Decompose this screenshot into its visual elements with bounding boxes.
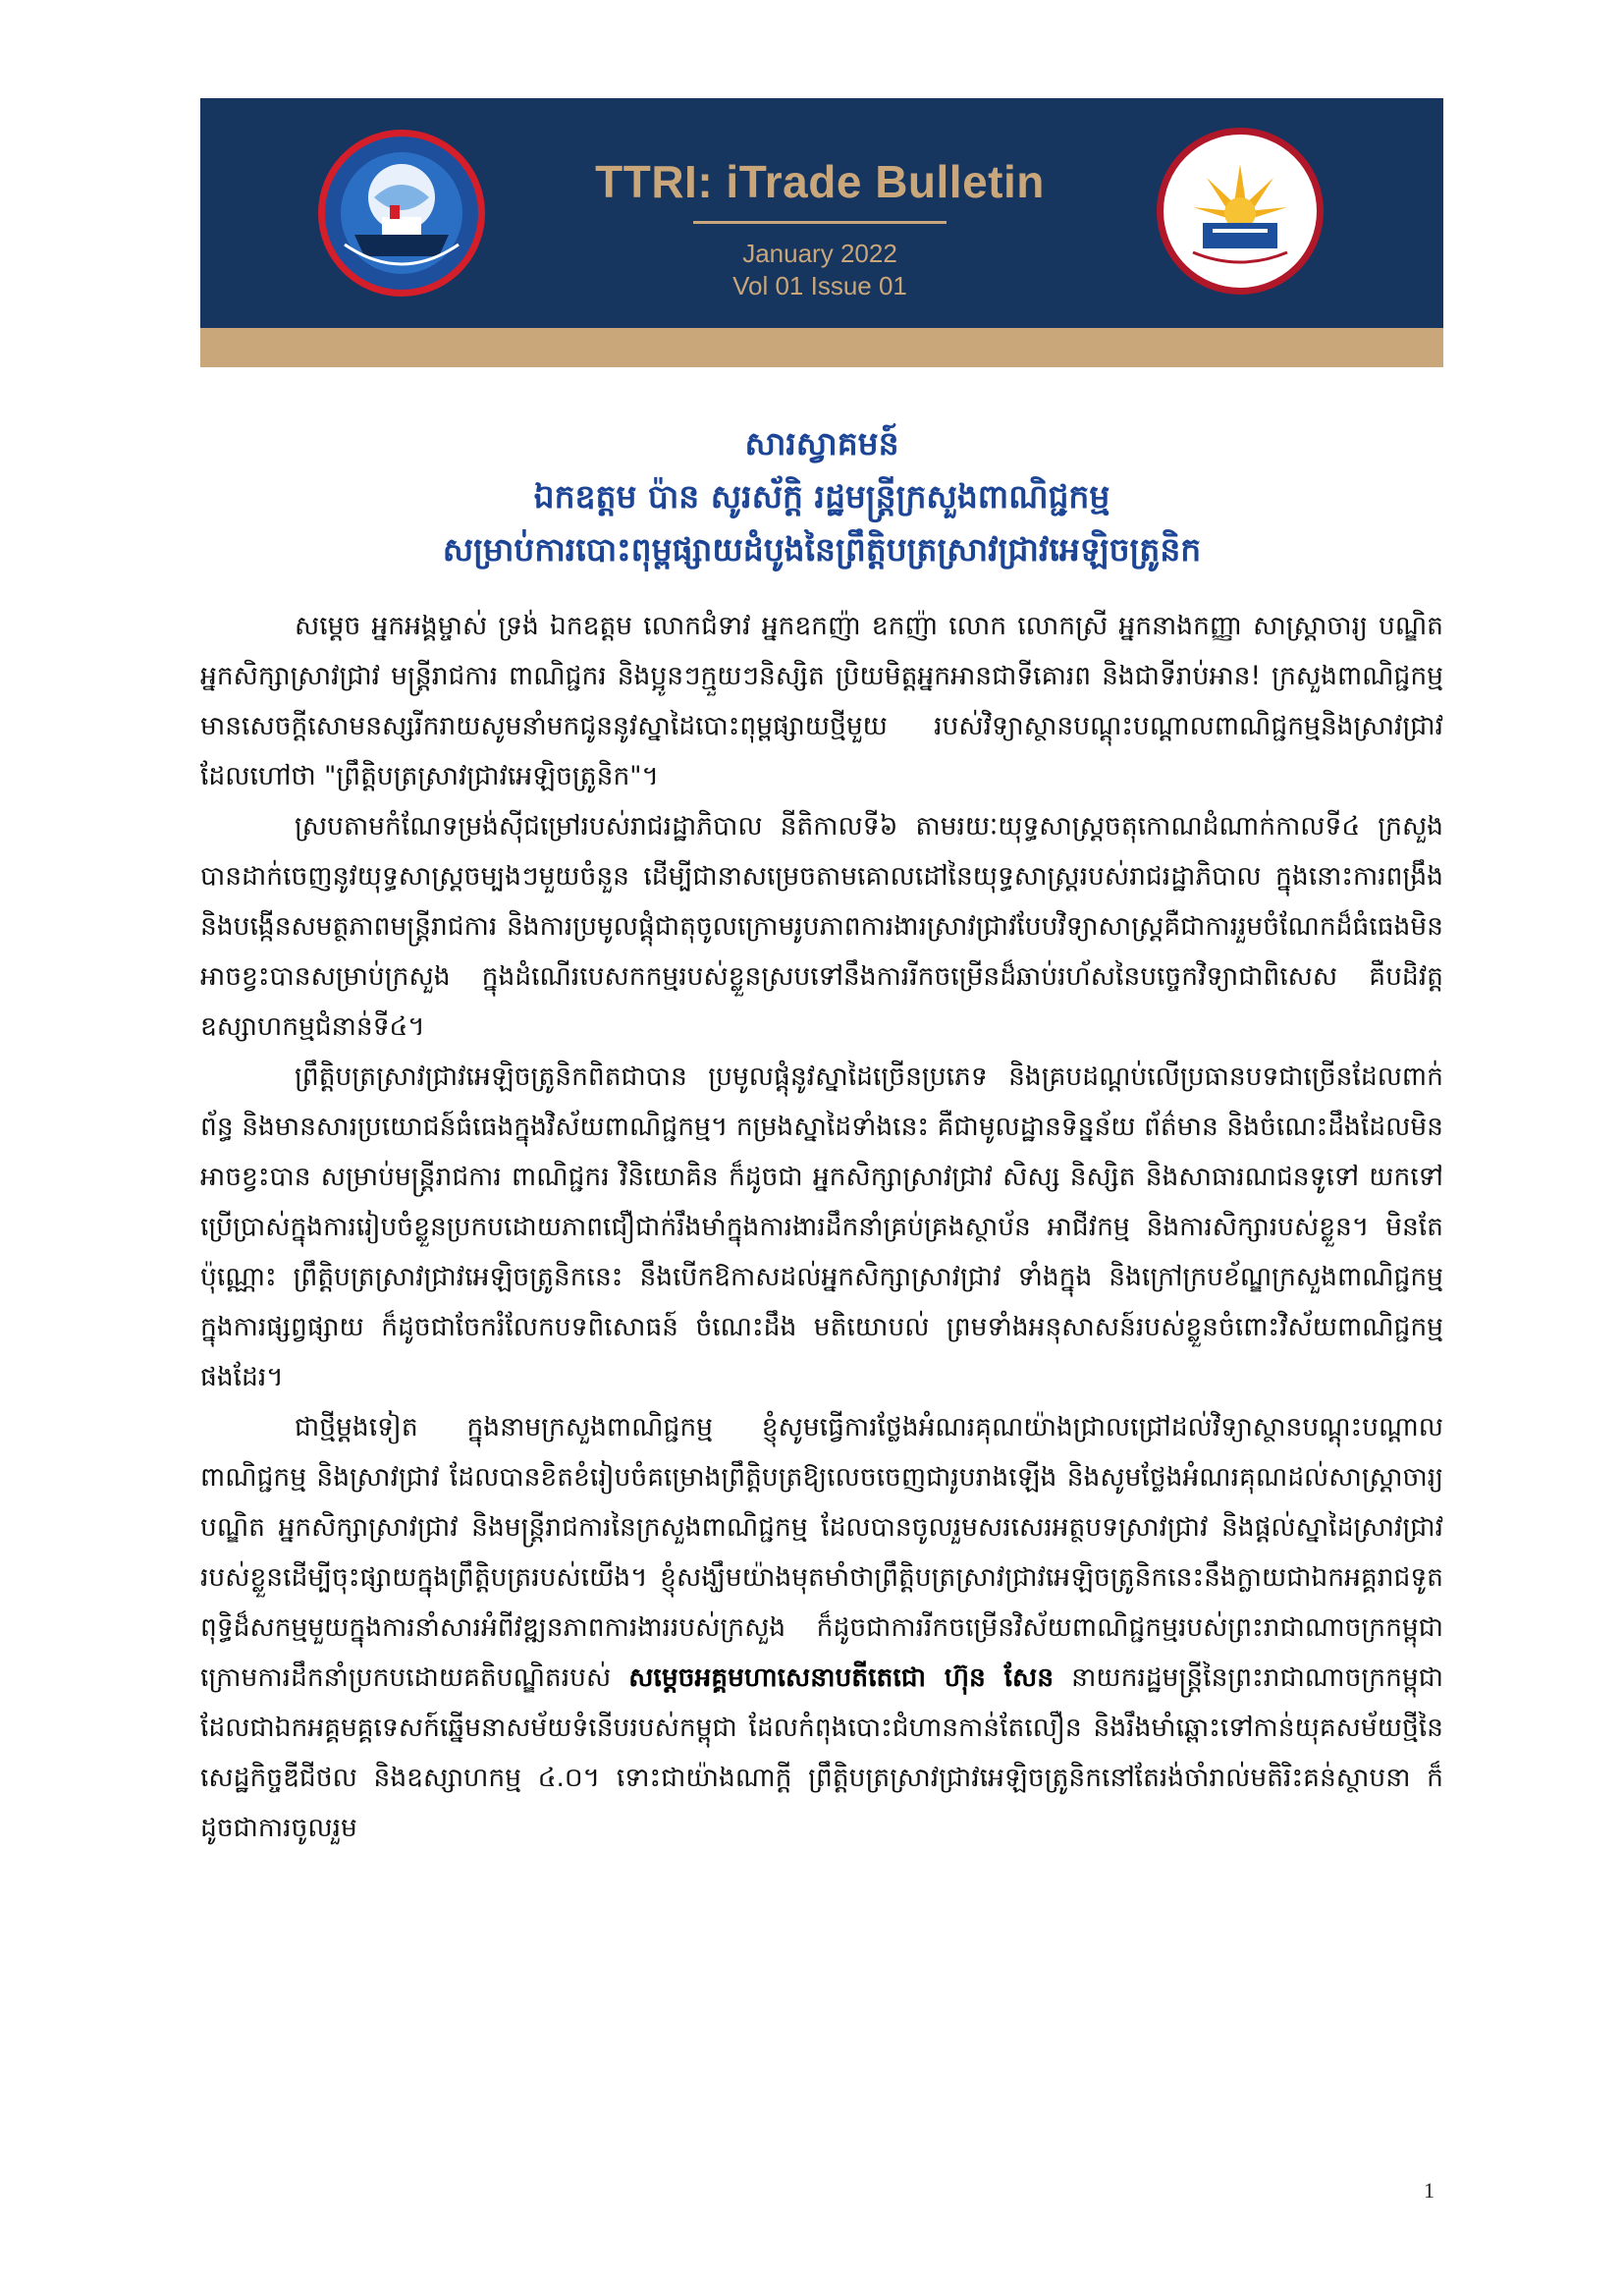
paragraph-1: សម្តេច អ្នកអង្គម្ចាស់ ទ្រង់ ឯកឧត្តម លោកជំទាវ អ្នកឧកញ៉ា ឧកញ៉ា លោក លោកស្រី អ្នកនាងកញ្ញា សាស្ត្រាចារ្យ បណ្ឌិត អ្នកសិក្សាស្រាវជ្រាវ មន្ត្រីរាជការ ពាណិជ្ជករ និងប្អូនៗក្មួយៗនិស្សិត ប្រិយមិត្តអ្នកអានជាទីគោរព និងជាទីរាប់អាន! ក្រសួងពាណិជ្ជកម្ម មានសេចក្តីសោមនស្សរីករាយសូមនាំមកជូននូវស្នាដៃបោះពុម្ពផ្សាយថ្មីមួយ របស់វិទ្យាស្ថានបណ្តុះបណ្តាលពាណិជ្ជកម្មនិងស្រាវជ្រាវដែលហៅថា "ព្រឹត្តិបត្រស្រាវជ្រាវអេឡិចត្រូនិក"។ xyxy=(200,611,1443,791)
ministry-of-commerce-logo xyxy=(318,130,485,297)
minister-name-heading: ឯកឧត្តម ប៉ាន សូរស័ក្តិ រដ្ឋមន្ត្រីក្រសួងពាណិជ្ជកម្ម xyxy=(533,477,1110,516)
paragraph-3: ព្រឹត្តិបត្រស្រាវជ្រាវអេឡិចត្រូនិកពិតជាបាន ប្រមូលផ្តុំនូវស្នាដៃច្រើនប្រភេទ និងគ្របដណ្តប់លើប្រធានបទជាច្រើនដែលពាក់ព័ន្ធ និងមានសារប្រយោជន៍ធំធេងក្នុងវិស័យពាណិជ្ជកម្ម។ កម្រងស្នាដៃទាំងនេះ គឺជាមូលដ្ឋានទិន្នន័យ ព័ត៌មាន និងចំណេះដឹងដែលមិនអាចខ្វះបាន សម្រាប់មន្ត្រីរាជការ ពាណិជ្ជករ វិនិយោគិន ក៏ដូចជា អ្នកសិក្សាស្រាវជ្រាវ សិស្ស និស្សិត និងសាធារណជនទូទៅ យកទៅប្រើប្រាស់ក្នុងការរៀបចំខ្លួនប្រកបដោយភាពជឿជាក់រឹងមាំក្នុងការងារដឹកនាំគ្រប់គ្រងស្ថាប័ន អាជីវកម្ម និងការសិក្សារបស់ខ្លួន។ មិនតែប៉ុណ្ណោះ ព្រឹត្តិបត្រស្រាវជ្រាវអេឡិចត្រូនិកនេះ នឹងបើកឱកាសដល់អ្នកសិក្សាស្រាវជ្រាវ ទាំងក្នុង និងក្រៅក្របខ័ណ្ឌក្រសួងពាណិជ្ជកម្ម ក្នុងការផ្សព្វផ្សាយ ក៏ដូចជាចែករំលែកបទពិសោធន៍ ចំណេះដឹង មតិយោបល់ ព្រមទាំងអនុសាសន៍របស់ខ្លួនចំពោះវិស័យពាណិជ្ជកម្មផងដែរ។ xyxy=(200,1061,1443,1392)
welcome-heading: សារស្វាគមន៍ xyxy=(744,424,899,462)
paragraph-2: ស្របតាមកំណែទម្រង់ស៊ីជម្រៅរបស់រាជរដ្ឋាភិបាល នីតិកាលទី៦ តាមរយៈយុទ្ធសាស្ត្រចតុកោណដំណាក់កាលទី៤ ក្រសួងបានដាក់ចេញនូវយុទ្ធសាស្ត្រចម្បងៗមួយចំនួន ដើម្បីជានាសម្រេចតាមគោលដៅនៃយុទ្ធសាស្ត្ររបស់រាជរដ្ឋាភិបាល ក្នុងនោះការពង្រឹង និងបង្កើនសមត្ថភាពមន្ត្រីរាជការ និងការប្រមូលផ្តុំជាតុចូលក្រោមរូបភាពការងារស្រាវជ្រាវបែបវិទ្យាសាស្ត្រគឺជាការរួមចំណែកដ៏ធំធេងមិនអាចខ្វះបានសម្រាប់ក្រសួង ក្នុងដំណើរបេសកកម្មរបស់ខ្លួនស្របទៅនឹងការរីកចម្រើនដ៏ឆាប់រហ័សនៃបច្ចេកវិទ្យាជាពិសេស គឺបដិវត្តឧស្សាហកម្មជំនាន់ទី៤។ xyxy=(200,811,1443,1042)
ministry-logo-graphic xyxy=(325,136,478,290)
page-number: 1 xyxy=(1424,2178,1435,2203)
letter-body xyxy=(200,601,1443,1853)
issue-volume: Vol 01 Issue 01 xyxy=(732,271,907,300)
banner-gold-strip xyxy=(200,328,1443,367)
paragraph-4-text-a: ជាថ្មីម្តងទៀត ក្នុងនាមក្រសួងពាណិជ្ជកម្ម ខ្ញុំសូមធ្វើការថ្លែងអំណរគុណយ៉ាងជ្រាលជ្រៅដល់វិទ្យាស្ថានបណ្តុះបណ្តាលពាណិជ្ជកម្ម និងស្រាវជ្រាវ ដែលបានខិតខំរៀបចំគម្រោងព្រឹត្តិបត្រឱ្យលេចចេញជារូបរាងឡើង និងសូមថ្លែងអំណរគុណដល់សាស្ត្រាចារ្យ បណ្ឌិត អ្នកសិក្សាស្រាវជ្រាវ និងមន្ត្រីរាជការនៃក្រសួងពាណិជ្ជកម្ម ដែលបានចូលរួមសរសេរអត្ថបទស្រាវជ្រាវ និងផ្តល់ស្នាដៃស្រាវជ្រាវរបស់ខ្លួនដើម្បីចុះផ្សាយក្នុងព្រឹត្តិបត្ររបស់យើង។ ខ្ញុំសង្ឃឹមយ៉ាងមុតមាំថាព្រឹត្តិបត្រស្រាវជ្រាវអេឡិចត្រូនិកនេះនឹងក្លាយជាឯកអគ្គរាជទូតពុទ្ធិដ៏សកម្មមួយក្នុងការនាំសារអំពីវឌ្ឍនភាពការងាររបស់ក្រសួង ក៏ដូចជាការរីកចម្រើនវិស័យពាណិជ្ជកម្មរបស់ព្រះរាជាណាចក្រកម្ពុជា ក្រោមការដឹកនាំប្រកបដោយគតិបណ្ឌិតរបស់ xyxy=(200,1412,1443,1693)
purpose-heading: សម្រាប់ការបោះពុម្ពផ្សាយដំបូងនៃព្រឹត្តិបត្រស្រាវជ្រាវអេឡិចត្រូនិក xyxy=(442,530,1202,569)
prime-minister-name: សម្តេចអគ្គមហាសេនាបតីតេជោ ហ៊ុន សែន xyxy=(628,1662,1055,1693)
issue-date: January 2022 xyxy=(742,239,897,268)
ttri-logo xyxy=(1157,128,1324,295)
bulletin-title: TTRI: iTrade Bulletin xyxy=(595,156,1045,207)
paragraph-4-text-b: នាយករដ្ឋមន្ត្រីនៃព្រះរាជាណាចក្រកម្ពុជា ដែលជាឯកអគ្គមគ្គទេសក៍ឆ្នើមនាសម័យទំនើបរបស់កម្ពុជា ដែលកំពុងបោះជំហានកាន់តែលឿន និងរឹងមាំឆ្ពោះទៅកាន់យុគសម័យថ្មីនៃសេដ្ឋកិច្ចឌីជីថល និងឧស្សាហកម្ម ៤.០។ ទោះជាយ៉ាងណាក្តី ព្រឹត្តិបត្រស្រាវជ្រាវអេឡិចត្រូនិកនៅតែរង់ចាំរាល់មតិរិះគន់ស្ថាបនា ក៏ដូចជាការចូលរួម xyxy=(200,1662,1443,1843)
ttri-logo-graphic xyxy=(1164,135,1317,288)
banner-divider xyxy=(693,221,947,224)
paragraph-4 xyxy=(200,1402,1443,1853)
